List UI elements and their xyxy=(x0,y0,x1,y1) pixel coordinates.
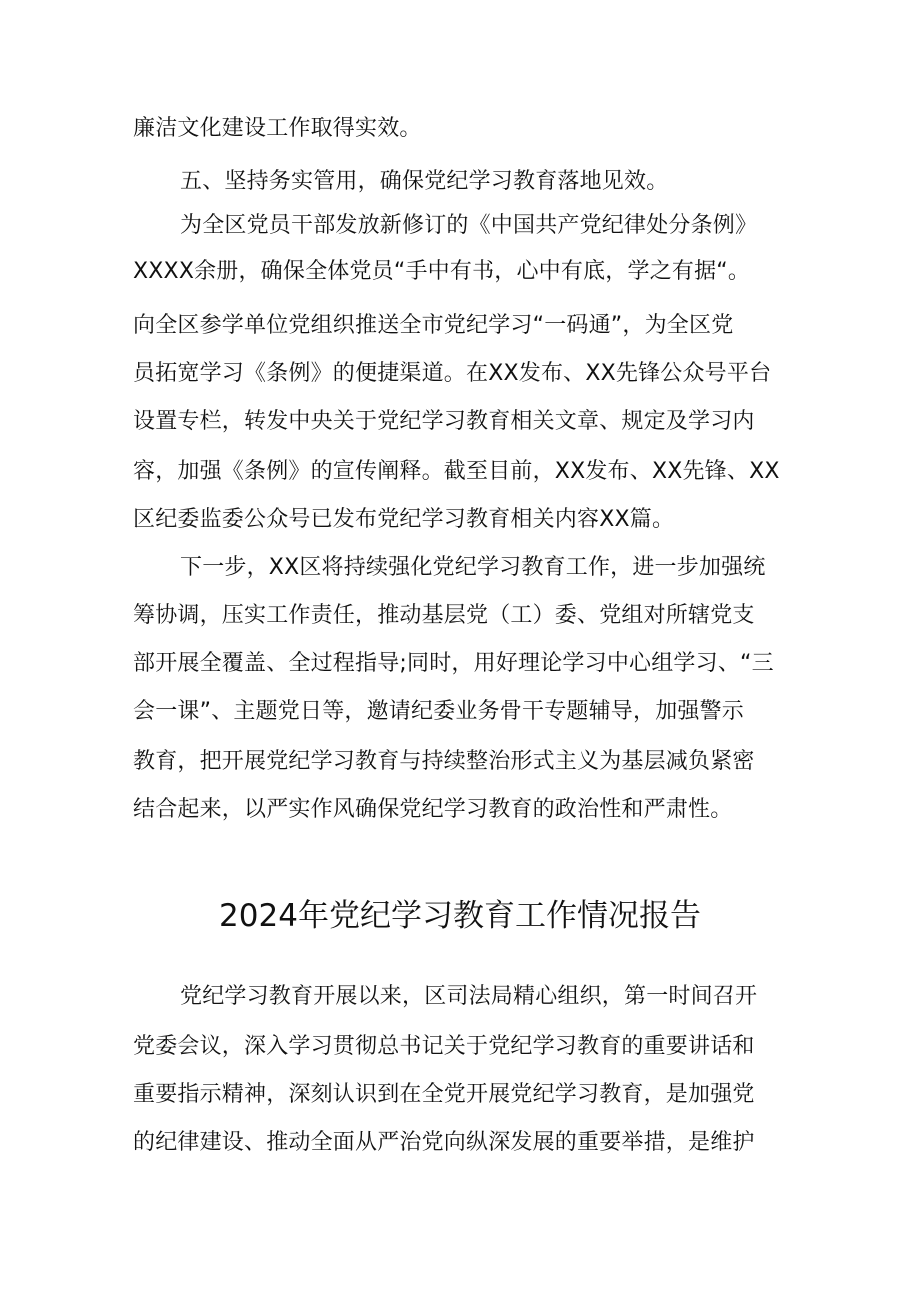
paragraph-line: 教育，把开展党纪学习教育与持续整治形式主义为基层减负紧密 xyxy=(133,749,755,774)
paragraph-line: 党委会议，深入学习贯彻总书记关于党纪学习教育的重要讲话和 xyxy=(133,1034,755,1059)
paragraph-line: 员拓宽学习《条例》的便捷渠道。在XX发布、XX先锋公众号平台 xyxy=(133,361,772,386)
paragraph-line: 结合起来，以严实作风确保党纪学习教育的政治性和严肃性。 xyxy=(133,797,733,822)
paragraph-line: 党纪学习教育开展以来，区司法局精心组织，第一时间召开 xyxy=(180,984,758,1009)
paragraph-line: 下一步，XX区将持续强化党纪学习教育工作，进一步加强统 xyxy=(180,555,766,580)
section-heading: 五、坚持务实管用，确保党纪学习教育落地见效。 xyxy=(180,169,669,194)
paragraph-line: 廉洁文化建设工作取得实效。 xyxy=(133,116,422,141)
paragraph-line: 重要指示精神，深刻认识到在全党开展党纪学习教育，是加强党 xyxy=(133,1082,755,1107)
paragraph-line: 筹协调，压实工作责任，推动基层党（工）委、党组对所辖党支 xyxy=(133,603,755,628)
paragraph-line: 为全区党员干部发放新修订的《中国共产党纪律处分条例》 xyxy=(180,213,758,238)
paragraph-line: 设置专栏，转发中央关于党纪学习教育相关文章、规定及学习内 xyxy=(133,409,755,434)
paragraph-line: 部开展全覆盖、全过程指导;同时，用好理论学习中心组学习、“三 xyxy=(133,651,774,676)
paragraph-line: 会一课”、主题党日等，邀请纪委业务骨干专题辅导，加强警示 xyxy=(133,699,744,724)
report-title: 2024年党纪学习教育工作情况报告 xyxy=(219,898,701,934)
paragraph-line: 的纪律建设、推动全面从严治党向纵深发展的重要举措，是维护 xyxy=(133,1130,755,1155)
paragraph-line: XXXX余册，确保全体党员“手中有书，心中有底，学之有据“。 xyxy=(133,259,751,284)
paragraph-line: 向全区参学单位党组织推送全市党纪学习“一码通”，为全区党 xyxy=(133,313,734,338)
paragraph-line: 容，加强《条例》的宣传阐释。截至目前，XX发布、XX先锋、XX xyxy=(133,459,780,484)
paragraph-line: 区纪委监委公众号已发布党纪学习教育相关内容XX篇。 xyxy=(133,507,675,532)
